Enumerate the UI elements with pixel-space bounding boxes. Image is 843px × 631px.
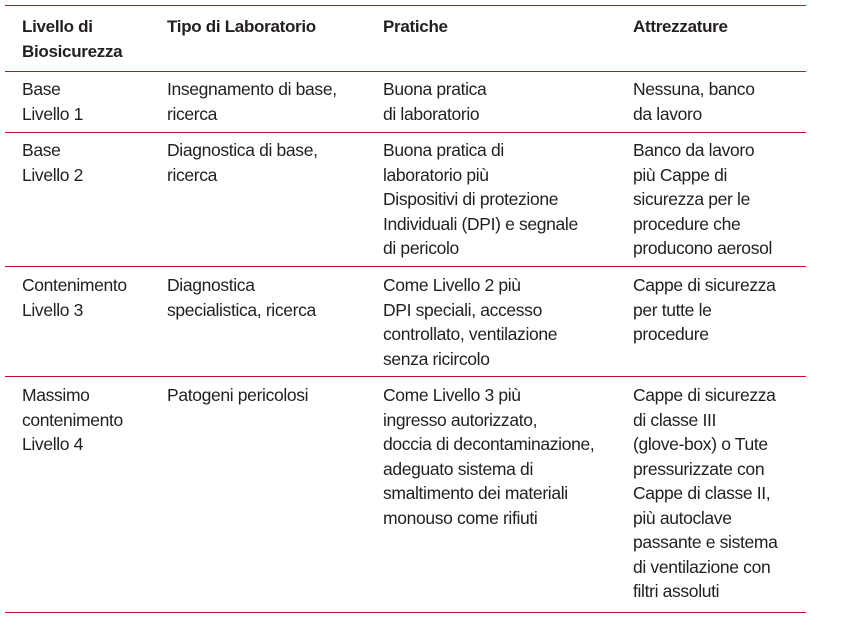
header-practices-line: Pratiche bbox=[383, 17, 448, 36]
row4-equipment bbox=[633, 383, 777, 604]
cell-line: Insegnamento di base, bbox=[167, 79, 337, 99]
cell-line: da lavoro bbox=[633, 103, 702, 124]
cell-line: monouso come rifiuti bbox=[383, 507, 538, 528]
row1-lab-type bbox=[167, 77, 337, 126]
row3-lab-type bbox=[167, 273, 316, 322]
header-equipment bbox=[633, 15, 728, 40]
cell-line: (glove-box) o Tute bbox=[633, 434, 768, 454]
cell-line: Cappe di classe II, bbox=[633, 483, 771, 503]
row2-equipment bbox=[633, 138, 772, 261]
cell-line: pressurizzate con bbox=[633, 458, 765, 479]
cell-line: senza ricircolo bbox=[383, 348, 490, 369]
cell-line: Individuali (DPI) e segnale bbox=[383, 213, 578, 234]
row4-lab-type bbox=[167, 383, 308, 408]
row1-equipment bbox=[633, 77, 755, 126]
cell-line: Nessuna, banco bbox=[633, 79, 755, 99]
cell-line: procedure bbox=[633, 324, 709, 344]
cell-line: procedure che bbox=[633, 213, 741, 234]
cell-line: Cappe di sicurezza bbox=[633, 275, 776, 295]
cell-line: controllato, ventilazione bbox=[383, 324, 558, 344]
row1-level bbox=[22, 77, 83, 126]
row-divider-3 bbox=[5, 376, 806, 377]
header-level-line: Biosicurezza bbox=[22, 41, 123, 61]
cell-line: smaltimento dei materiali bbox=[383, 483, 568, 503]
cell-line: Livello 4 bbox=[22, 434, 84, 454]
header-lab-type bbox=[167, 15, 316, 40]
row-divider-2 bbox=[5, 266, 806, 267]
cell-line: di classe III bbox=[633, 409, 716, 430]
row3-level bbox=[22, 273, 127, 322]
header-equipment-line: Attrezzature bbox=[633, 17, 728, 36]
cell-line: producono aerosol bbox=[633, 238, 773, 258]
cell-line: specialistica, ricerca bbox=[167, 299, 316, 320]
table-top-rule bbox=[5, 5, 806, 6]
cell-line: di pericolo bbox=[383, 238, 459, 258]
header-lab-type-line: Tipo di Laboratorio bbox=[167, 17, 316, 36]
cell-line: Livello 3 bbox=[22, 299, 84, 320]
cell-line: Base bbox=[22, 79, 61, 99]
row4-practices bbox=[383, 383, 594, 530]
cell-line: adeguato sistema di bbox=[383, 458, 533, 479]
table-bottom-rule bbox=[5, 612, 806, 613]
cell-line: contenimento bbox=[22, 409, 123, 430]
cell-line: Livello 2 bbox=[22, 164, 84, 185]
row2-practices bbox=[383, 138, 578, 261]
cell-line: Base bbox=[22, 140, 61, 160]
cell-line: Diagnostica di base, bbox=[167, 140, 318, 160]
cell-line: per tutte le bbox=[633, 299, 712, 320]
cell-line: Diagnostica bbox=[167, 275, 255, 295]
cell-line: più Cappe di bbox=[633, 164, 728, 185]
cell-line: DPI speciali, accesso bbox=[383, 299, 542, 320]
cell-line: Contenimento bbox=[22, 275, 127, 295]
cell-line: più autoclave bbox=[633, 507, 732, 528]
header-practices bbox=[383, 15, 448, 40]
cell-line: Come Livello 3 più bbox=[383, 385, 521, 405]
cell-line: Dispositivi di protezione bbox=[383, 189, 559, 209]
cell-line: Banco da lavoro bbox=[633, 140, 755, 160]
cell-line: Buona pratica di bbox=[383, 140, 504, 160]
cell-line: Buona pratica bbox=[383, 79, 487, 99]
cell-line: Massimo bbox=[22, 385, 90, 405]
row2-lab-type bbox=[167, 138, 318, 187]
cell-line: doccia di decontaminazione, bbox=[383, 434, 595, 454]
cell-line: ricerca bbox=[167, 164, 218, 185]
cell-line: filtri assoluti bbox=[633, 581, 720, 601]
row2-level bbox=[22, 138, 83, 187]
header-level bbox=[22, 15, 122, 64]
header-level-line: Livello di bbox=[22, 17, 93, 36]
cell-line: Patogeni pericolosi bbox=[167, 385, 309, 405]
cell-line: ingresso autorizzato, bbox=[383, 409, 538, 430]
row3-equipment bbox=[633, 273, 776, 347]
header-bottom-rule bbox=[5, 71, 806, 72]
cell-line: Cappe di sicurezza bbox=[633, 385, 776, 405]
cell-line: di laboratorio bbox=[383, 103, 480, 124]
cell-line: Livello 1 bbox=[22, 103, 84, 124]
cell-line: ricerca bbox=[167, 103, 218, 124]
cell-line: di ventilazione con bbox=[633, 556, 771, 577]
cell-line: sicurezza per le bbox=[633, 189, 750, 209]
cell-line: laboratorio più bbox=[383, 164, 489, 185]
row3-practices bbox=[383, 273, 557, 371]
cell-line: Come Livello 2 più bbox=[383, 275, 521, 295]
row1-practices bbox=[383, 77, 486, 126]
row4-level bbox=[22, 383, 123, 457]
row-divider-1 bbox=[5, 132, 806, 133]
cell-line: passante e sistema bbox=[633, 532, 778, 552]
